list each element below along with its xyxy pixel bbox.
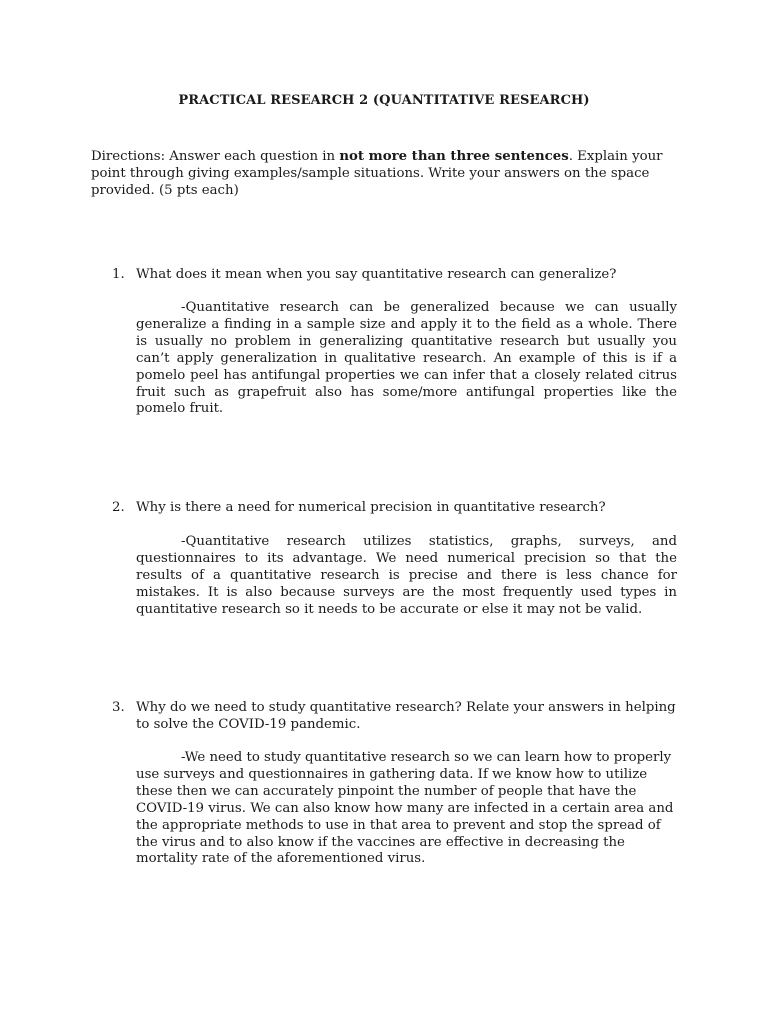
question-3 bbox=[112, 700, 678, 734]
directions-suffix: . Explain your point through giving examples/sample situations. Write your answers on the space provided. (5 pts each) bbox=[91, 149, 663, 198]
answer-3 bbox=[136, 750, 677, 868]
document-title: PRACTICAL RESEARCH 2 (QUANTITATIVE RESEARCH) bbox=[178, 93, 590, 108]
question-text: What does it mean when you say quantitative research can generalize? bbox=[136, 267, 617, 282]
question-1 bbox=[112, 267, 678, 284]
question-number: 2. bbox=[112, 500, 125, 515]
directions-paragraph bbox=[91, 149, 671, 200]
answer-2 bbox=[136, 534, 677, 619]
directions-emphasis: not more than three sentences bbox=[339, 149, 569, 164]
question-number: 1. bbox=[112, 267, 125, 282]
question-number: 3. bbox=[112, 700, 125, 715]
question-text: Why do we need to study quantitative research? Relate your answers in helping to solve the COVID-19 pandemic. bbox=[136, 700, 676, 732]
answer-text: -Quantitative research can be generalized because we can usually generalize a finding in a sample size and apply it to the field as a whole. There is usually no problem in generalizing quantitative research but usually you can’t apply generalization in qualitative research. An example of this is if a pomelo peel has antifungal properties we can infer that a closely related citrus fruit such as grapefruit also has some/more antifungal properties like the pomelo fruit. bbox=[136, 300, 677, 417]
answer-1 bbox=[136, 300, 677, 418]
answer-text: -Quantitative research utilizes statistics, graphs, surveys, and questionnaires to its advantage. We need numerical precision so that the results of a quantitative research is precise and there is less chance for mistakes. It is also because surveys are the most frequently used types in quantitative research so it needs to be accurate or else it may not be valid. bbox=[136, 534, 677, 617]
question-text: Why is there a need for numerical precision in quantitative research? bbox=[136, 500, 606, 515]
directions-prefix: Directions: Answer each question in bbox=[91, 149, 340, 164]
answer-text: -We need to study quantitative research so we can learn how to properly use surveys and questionnaires in gathering data. If we know how to utilize these then we can accurately pinpoint the number of people that have the COVID-19 virus. We can also know how many are infected in a certain area and the appropriate methods to use in that area to prevent and stop the spread of the virus and to also know if the vaccines are effective in decreasing the mortality rate of the aforementioned virus. bbox=[136, 750, 674, 867]
question-2 bbox=[112, 500, 678, 517]
